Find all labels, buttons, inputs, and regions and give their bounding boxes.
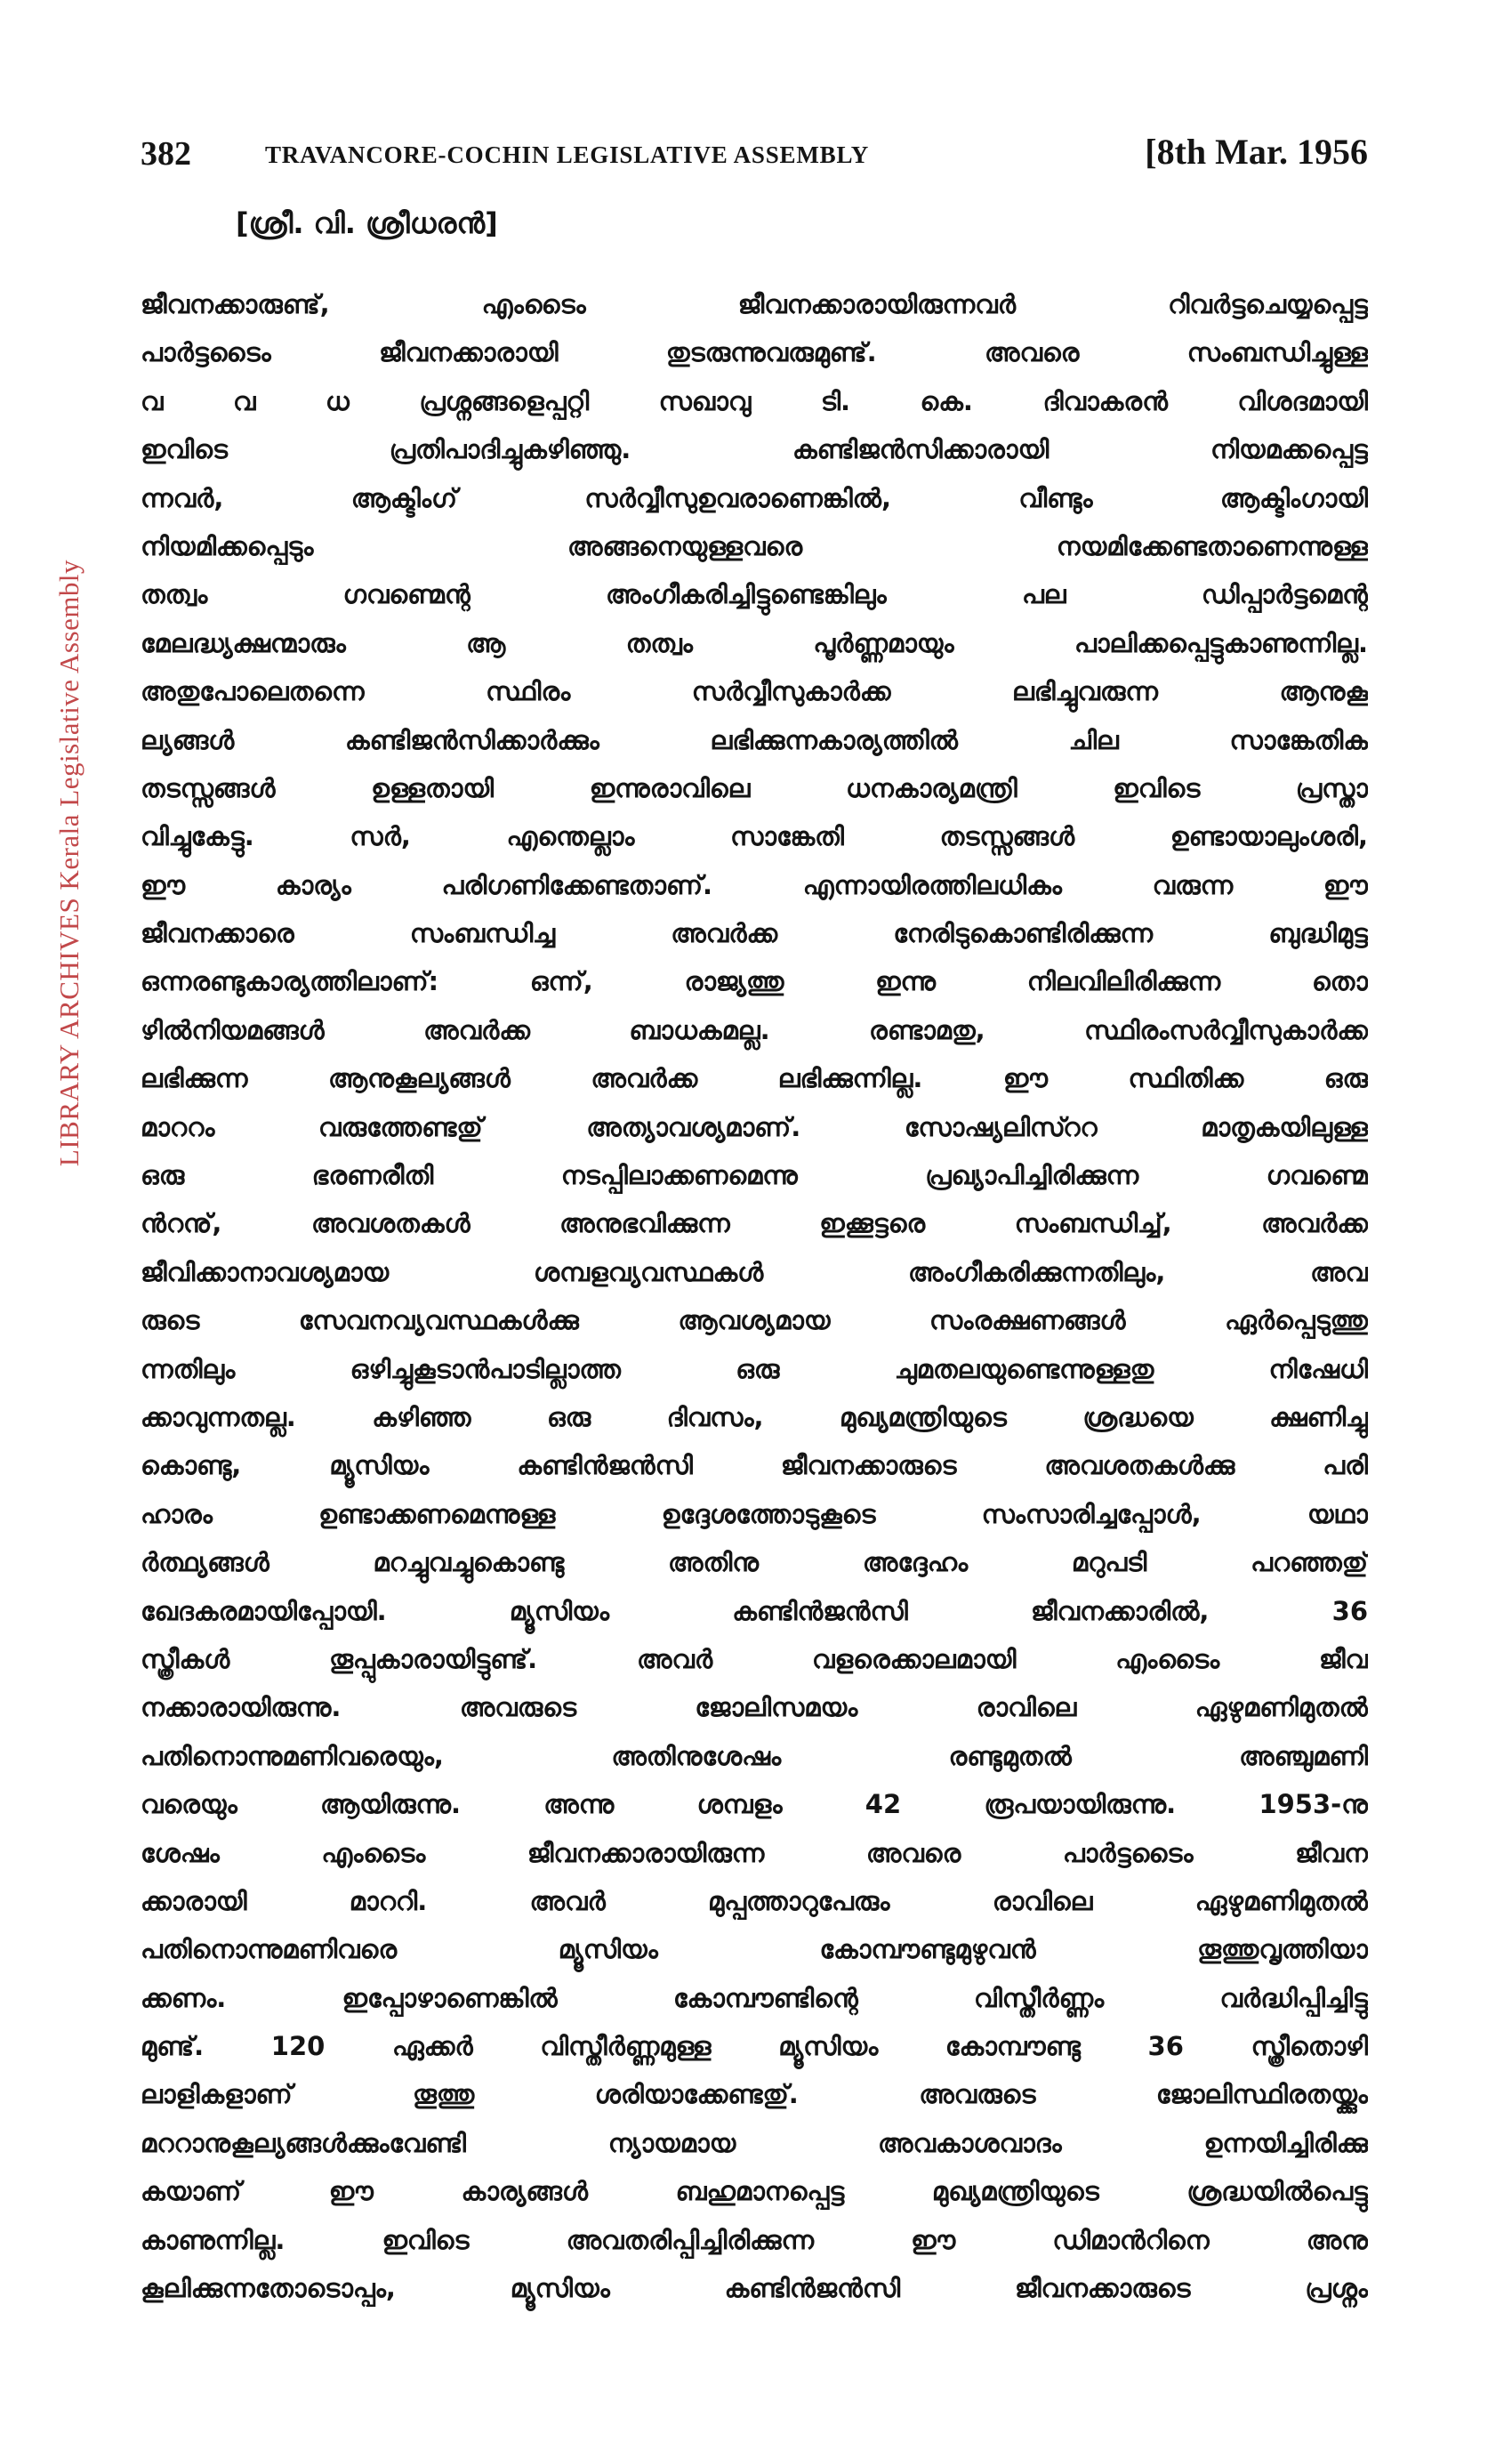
text-line: പാർട്ടടൈം ജീവനക്കാരായി തുടരുന്നുവരുമുണ്ട്. അവരെ സംബന്ധിച്ചുള്ള: [141, 337, 1368, 368]
text-line: വിച്ചുകേട്ടു. സർ, എന്തെല്ലാം സാങ്കേതി തടസ്സങ്ങൾ ഉണ്ടായാലുംശരി,: [141, 821, 1368, 852]
text-line: ക്കാവുന്നതല്ല. കഴിഞ്ഞ ഒരു ദിവസം, മുഖ്യമന്ത്രിയുടെ ശ്രദ്ധയെ ക്ഷണിച്ചു: [141, 1401, 1368, 1432]
text-line: ഇവിടെ പ്രതിപാദിച്ചുകഴിഞ്ഞു. കണ്ടിജൻസിക്കാരായി നിയമക്കപ്പെട്ട: [141, 434, 1368, 465]
text-line: സ്ത്രീകൾ തൂപ്പുകാരായിട്ടുണ്ട്. അവർ വളരെക്കാലമായി എംടൈം ജീവ: [141, 1643, 1368, 1674]
page-number: 382: [141, 135, 191, 173]
text-line: രുടെ സേവനവ്യവസ്ഥകൾക്കു ആവശ്യമായ സംരക്ഷണങ്ങൾ ഏർപ്പെടുത്തു: [141, 1305, 1368, 1336]
text-line: വരെയും ആയിരുന്നു. അന്നു ശമ്പളം 42 രൂപയായിരുന്നു. 1953-നു: [141, 1789, 1368, 1820]
text-line: ഖേദകരമായിപ്പോയി. മ്യൂസിയം കണ്ടിൻജൻസി ജീവനക്കാരിൽ, 36: [141, 1595, 1368, 1626]
text-line: പതിനൊന്നുമണിവരെ മ്യൂസിയം കോമ്പൗണ്ടുമുഴുവൻ തൂത്തുവൃത്തിയാ: [141, 1934, 1368, 1965]
text-line: ർത്ഥ്യങ്ങൾ മറച്ചുവച്ചുകൊണ്ടു അതിനു അദ്ദേഹം മറുപടി പറഞ്ഞതു്: [141, 1547, 1368, 1578]
text-line: ജീവിക്കാനാവശ്യമായ ശമ്പളവ്യവസ്ഥകൾ അംഗീകരിക്കുന്നതിലും, അവ: [141, 1256, 1368, 1287]
text-line: വ വ ധ പ്രശ്നങ്ങളെപ്പറ്റി സഖാവു ടി. കെ. ദിവാകരൻ വിശദമായി: [141, 385, 1368, 416]
text-line: ക്കണം. ഇപ്പോഴാണെങ്കിൽ കോമ്പൗണ്ടിന്റെ വിസ്തീർണ്ണം വർദ്ധിപ്പിച്ചിട്ടു: [141, 1982, 1368, 2013]
text-line: ഴിൽനിയമങ്ങൾ അവർക്ക ബാധകമല്ല. രണ്ടാമതു, സ്ഥിരംസർവ്വീസുകാർക്ക: [141, 1014, 1368, 1045]
text-line: ന്നവർ, ആക്ടിംഗ് സർവ്വീസുഉവരാണെങ്കിൽ, വീണ്ടും ആക്ടിംഗായി: [141, 482, 1368, 513]
text-line: ഹാരം ഉണ്ടാക്കണമെന്നുള്ള ഉദ്ദേശത്തോടുകൂടെ സംസാരിച്ചപ്പോൾ, യഥാ: [141, 1498, 1368, 1529]
text-line: മേലദ്ധ്യക്ഷന്മാരും ആ തത്വം പൂർണ്ണമായും പാലിക്കപ്പെട്ടുകാണുന്നില്ല.: [141, 627, 1368, 658]
text-line: തടസ്സങ്ങൾ ഉള്ളതായി ഇന്നുരാവിലെ ധനകാര്യമന്ത്രി ഇവിടെ പ്രസ്താ: [141, 772, 1368, 803]
text-line: ലഭിക്കുന്ന ആനുകൂല്യങ്ങൾ അവർക്ക ലഭിക്കുന്നില്ല. ഈ സ്ഥിതിക്ക ഒരു: [141, 1063, 1368, 1094]
session-date: [8th Mar. 1956: [1145, 132, 1368, 172]
text-line: കൂലിക്കുന്നതോടൊപ്പം, മ്യൂസിയം കണ്ടിൻജൻസി ജീവനക്കാരുടെ പ്രശ്നം: [141, 2273, 1368, 2304]
text-line: ല്യങ്ങൾ കണ്ടിജൻസിക്കാർക്കും ലഭിക്കുന്നകാര്യത്തിൽ ചില സാങ്കേതിക: [141, 724, 1368, 755]
text-line: ൻറനു്, അവശതകൾ അനുഭവിക്കുന്ന ഇക്കൂട്ടരെ സംബന്ധിച്ച്, അവർക്ക: [141, 1208, 1368, 1239]
text-line: ക്കാരായി മാററി. അവർ മുപ്പത്താറുപേരും രാവിലെ ഏഴുമണിമുതൽ: [141, 1885, 1368, 1916]
text-line: കാണുന്നില്ല. ഇവിടെ അവതരിപ്പിച്ചിരിക്കുന്ന ഈ ഡിമാൻറിനെ അനു: [141, 2224, 1368, 2255]
page-header: [141, 129, 1368, 182]
text-line: ഒരു ഭരണരീതി നടപ്പിലാക്കണമെന്നു പ്രഖ്യാപിച്ചിരിക്കുന്ന ഗവണ്മെ: [141, 1160, 1368, 1191]
text-line: കയാണ് ഈ കാര്യങ്ങൾ ബഹുമാനപ്പെട്ട മുഖ്യമന്ത്രിയുടെ ശ്രദ്ധയിൽപെട്ടു: [141, 2176, 1368, 2207]
text-line: മാററം വരുത്തേണ്ടതു് അത്യാവശ്യമാണ്. സോഷ്യലിസ്ററ മാതൃകയിലുള്ള: [141, 1111, 1368, 1142]
text-line: ജീവനക്കാരെ സംബന്ധിച്ച അവർക്ക നേരിടുകൊണ്ടിരിക്കുന്ന ബുദ്ധിമുട്ട: [141, 918, 1368, 949]
text-line: ശേഷം എംടൈം ജീവനക്കാരായിരുന്ന അവരെ പാർട്ടടൈം ജീവന: [141, 1837, 1368, 1868]
text-line: നിയമിക്കപ്പെടും അങ്ങനെയുള്ളവരെ നയമിക്കേണ്ടതാണെന്നുള്ള: [141, 530, 1368, 561]
text-line: ജീവനക്കാരുണ്ട്, എംടൈം ജീവനക്കാരായിരുന്നവർ റിവർട്ടചെയ്യപ്പെട്ട: [141, 289, 1368, 319]
text-line: അതുപോലെതന്നെ സ്ഥിരം സർവ്വീസുകാർക്ക ലഭിച്ചുവരുന്ന ആനുകൂ: [141, 676, 1368, 707]
text-line: തത്വം ഗവണ്മെന്റ അംഗീകരിച്ചിട്ടുണ്ടെങ്കിലും പല ഡിപ്പാർട്ടമെന്റ: [141, 579, 1368, 610]
speech-body: [141, 280, 1368, 2312]
text-line: നക്കാരായിരുന്നു. അവരുടെ ജോലിസമയം രാവിലെ ഏഴുമണിമുതൽ: [141, 1692, 1368, 1723]
text-line: ന്നതിലും ഒഴിച്ചുകൂടാൻപാടില്ലാത്ത ഒരു ചുമതലയുണ്ടെന്നുള്ളതു നിഷേധി: [141, 1353, 1368, 1384]
running-title: TRAVANCORE-COCHIN LEGISLATIVE ASSEMBLY: [265, 141, 870, 168]
library-watermark: LIBRARY ARCHIVES Kerala Legislative Assembly: [53, 559, 84, 1167]
text-line: മുണ്ട്. 120 ഏക്കർ വിസ്തീർണ്ണമുള്ള മ്യൂസിയം കോമ്പൗണ്ടു 36 സ്ത്രീതൊഴി: [141, 2031, 1368, 2062]
text-line: ലാളികളാണ് തൂത്തു ശരിയാക്കേണ്ടതു്. അവരുടെ ജോലിസ്ഥിരതയ്ക്കും: [141, 2079, 1368, 2110]
text-line: ഒന്നരണ്ടുകാര്യത്തിലാണ്: ഒന്ന്, രാജ്യത്തു ഇന്നു നിലവിലിരിക്കുന്ന തൊ: [141, 966, 1368, 997]
text-line: മററാനുകൂല്യങ്ങൾക്കുംവേണ്ടി ന്യായമായ അവകാശവാദം ഉന്നയിച്ചിരിക്കു: [141, 2127, 1368, 2158]
text-line: ഈ കാര്യം പരിഗണിക്കേണ്ടതാണ്. എന്നായിരത്തിലധികം വരുന്ന ഈ: [141, 869, 1368, 900]
text-line: കൊണ്ടു, മ്യൂസിയം കണ്ടിൻജൻസി ജീവനക്കാരുടെ അവശതകൾക്കു പരി: [141, 1450, 1368, 1481]
text-line: പതിനൊന്നുമണിവരെയും, അതിനുശേഷം രണ്ടുമുതൽ അഞ്ചുമണി: [141, 1740, 1368, 1771]
speaker-name: [ശ്രീ. വി. ശ്രീധരൻ]: [236, 206, 498, 240]
